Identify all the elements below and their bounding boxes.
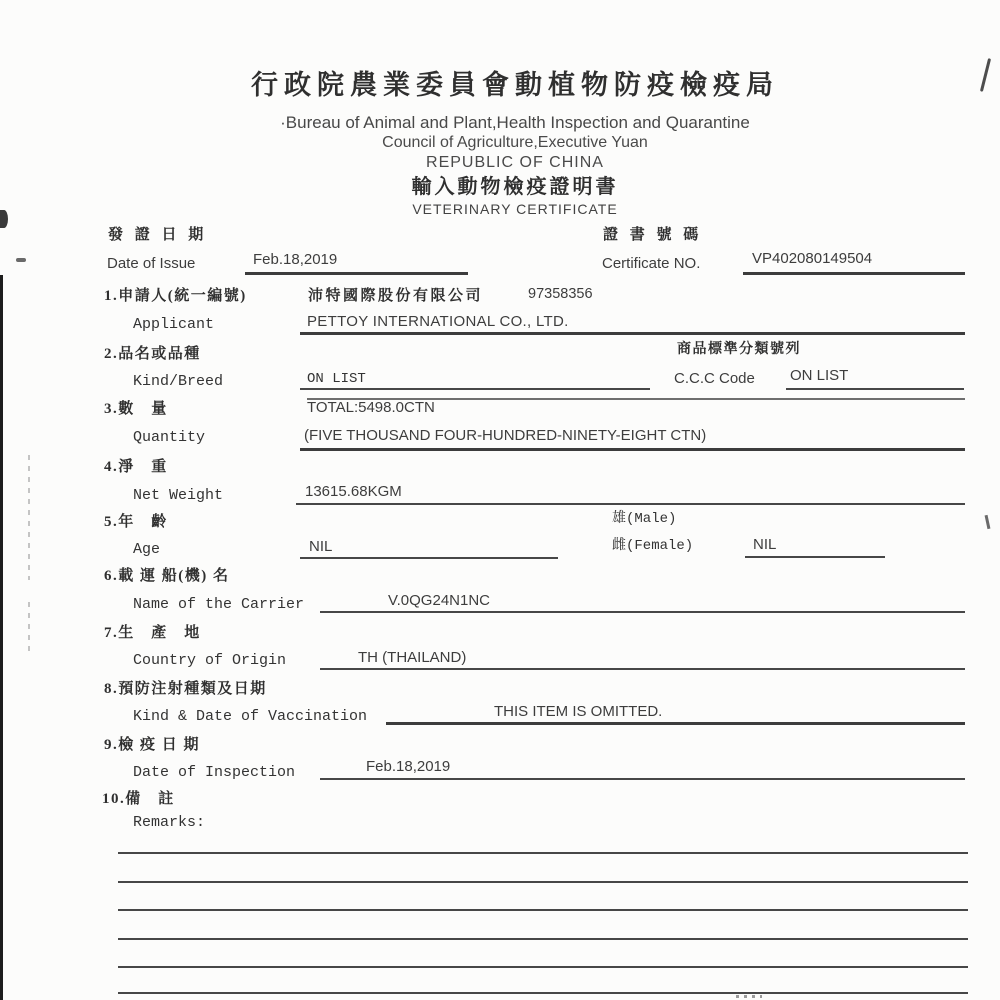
quantity-item-number: 3. — [104, 401, 119, 417]
remarks-line — [118, 909, 968, 911]
scan-streak — [28, 455, 30, 580]
scan-streak — [28, 602, 30, 654]
scan-artifact-blob — [0, 210, 8, 228]
age-underline — [300, 557, 558, 559]
origin-underline — [320, 668, 965, 670]
kind-breed-label-zh: 2.品名或品種 — [104, 346, 201, 362]
applicant-label-zh: 1.申請人(統一編號) — [104, 288, 247, 304]
org-title-zh: 行政院農業委員會動植物防疫檢疫局 — [251, 70, 779, 100]
origin-item-number: 7. — [104, 625, 119, 641]
remarks-line — [118, 852, 968, 854]
applicant-item-number: 1. — [104, 288, 119, 304]
age-value: NIL — [309, 538, 333, 555]
kind-breed-item-number: 2. — [104, 346, 119, 362]
ccc-code-value: ON LIST — [790, 367, 849, 384]
vaccination-value: THIS ITEM IS OMITTED. — [494, 703, 663, 720]
quantity-underline — [300, 448, 965, 451]
net-weight-underline — [296, 503, 965, 505]
scan-artifact-tick — [985, 515, 991, 529]
certificate-no-label-zh: 證 書 號 碼 — [603, 227, 703, 243]
kind-breed-underline — [300, 388, 650, 390]
vaccination-label-en: Kind & Date of Vaccination — [133, 708, 368, 725]
scan-edge-line — [0, 275, 3, 1000]
inspection-label-zh: 9.檢 疫 日 期 — [104, 737, 201, 753]
age-female-label: 雌(Female) — [612, 538, 694, 554]
age-label-zh: 5.年 齡 — [104, 514, 168, 530]
kind-breed-value: ON LIST — [307, 371, 366, 387]
origin-label-en: Country of Origin — [133, 652, 287, 669]
applicant-value-zh: 沛特國際股份有限公司 — [308, 288, 484, 304]
vaccination-underline — [386, 722, 965, 725]
remarks-label-en: Remarks: — [133, 814, 206, 831]
certificate-no-label: Certificate NO. — [602, 255, 701, 272]
carrier-value: V.0QG24N1NC — [388, 592, 490, 609]
ccc-code-underline — [786, 388, 964, 390]
scan-artifact-dots — [736, 995, 762, 998]
inspection-label-en: Date of Inspection — [133, 764, 296, 781]
carrier-item-number: 6. — [104, 568, 119, 584]
date-of-issue-value: Feb.18,2019 — [253, 251, 338, 268]
org-name-en: ·Bureau of Animal and Plant,Health Inspection and Quarantine — [280, 113, 750, 132]
carrier-underline — [320, 611, 965, 613]
quantity-label-zh: 3.數 量 — [104, 401, 168, 417]
origin-value: TH (THAILAND) — [358, 649, 467, 666]
remarks-item-number: 10. — [102, 791, 126, 807]
net-weight-value: 13615.68KGM — [305, 483, 402, 500]
vaccination-item-number: 8. — [104, 681, 119, 697]
date-of-issue-label-zh: 發 證 日 期 — [108, 227, 208, 243]
remarks-label-zh: 10.備 註 — [102, 791, 175, 807]
net-weight-label-zh: 4.淨 重 — [104, 459, 168, 475]
date-of-issue-underline — [245, 272, 468, 275]
age-label-en: Age — [133, 541, 161, 558]
net-weight-item-number: 4. — [104, 459, 119, 475]
age-item-number: 5. — [104, 514, 119, 530]
remarks-line — [118, 966, 968, 968]
quantity-total-value: TOTAL:5498.0CTN — [307, 399, 435, 416]
certificate-no-underline — [743, 272, 965, 275]
doc-title-zh: 輸入動物檢疫證明書 — [411, 176, 619, 198]
net-weight-label-en: Net Weight — [133, 487, 224, 504]
applicant-underline — [300, 332, 965, 335]
age-male-label: 雄(Male) — [612, 511, 677, 527]
certificate-no-value: VP402080149504 — [752, 250, 873, 267]
age-female-value: NIL — [753, 536, 777, 553]
carrier-label-zh: 6.載 運 船(機) 名 — [104, 568, 230, 584]
remarks-line — [118, 938, 968, 940]
country-name: REPUBLIC OF CHINA — [426, 154, 604, 171]
ccc-code-label-zh: 商品標準分類號列 — [677, 342, 801, 357]
kind-breed-label-en: Kind/Breed — [133, 373, 224, 390]
age-female-underline — [745, 556, 885, 558]
scan-artifact-speck — [16, 258, 26, 262]
applicant-value-en: PETTOY INTERNATIONAL CO., LTD. — [307, 313, 569, 330]
council-name: Council of Agriculture,Executive Yuan — [382, 134, 648, 151]
origin-label-zh: 7.生 產 地 — [104, 625, 201, 641]
quantity-words-value: (FIVE THOUSAND FOUR-HUNDRED-NINETY-EIGHT CTN) — [304, 427, 707, 444]
inspection-item-number: 9. — [104, 737, 119, 753]
inspection-underline — [320, 778, 965, 780]
quantity-label-en: Quantity — [133, 429, 206, 446]
remarks-line — [118, 992, 968, 994]
carrier-label-en: Name of the Carrier — [133, 596, 305, 613]
ccc-code-label-en: C.C.C Code — [674, 370, 755, 387]
doc-title-en: VETERINARY CERTIFICATE — [412, 201, 618, 217]
applicant-label-en: Applicant — [133, 316, 215, 333]
inspection-value: Feb.18,2019 — [366, 758, 451, 775]
date-of-issue-label: Date of Issue — [107, 255, 196, 272]
remarks-line — [118, 881, 968, 883]
vaccination-label-zh: 8.預防注射種類及日期 — [104, 681, 267, 697]
applicant-tax-id: 97358356 — [528, 286, 593, 302]
